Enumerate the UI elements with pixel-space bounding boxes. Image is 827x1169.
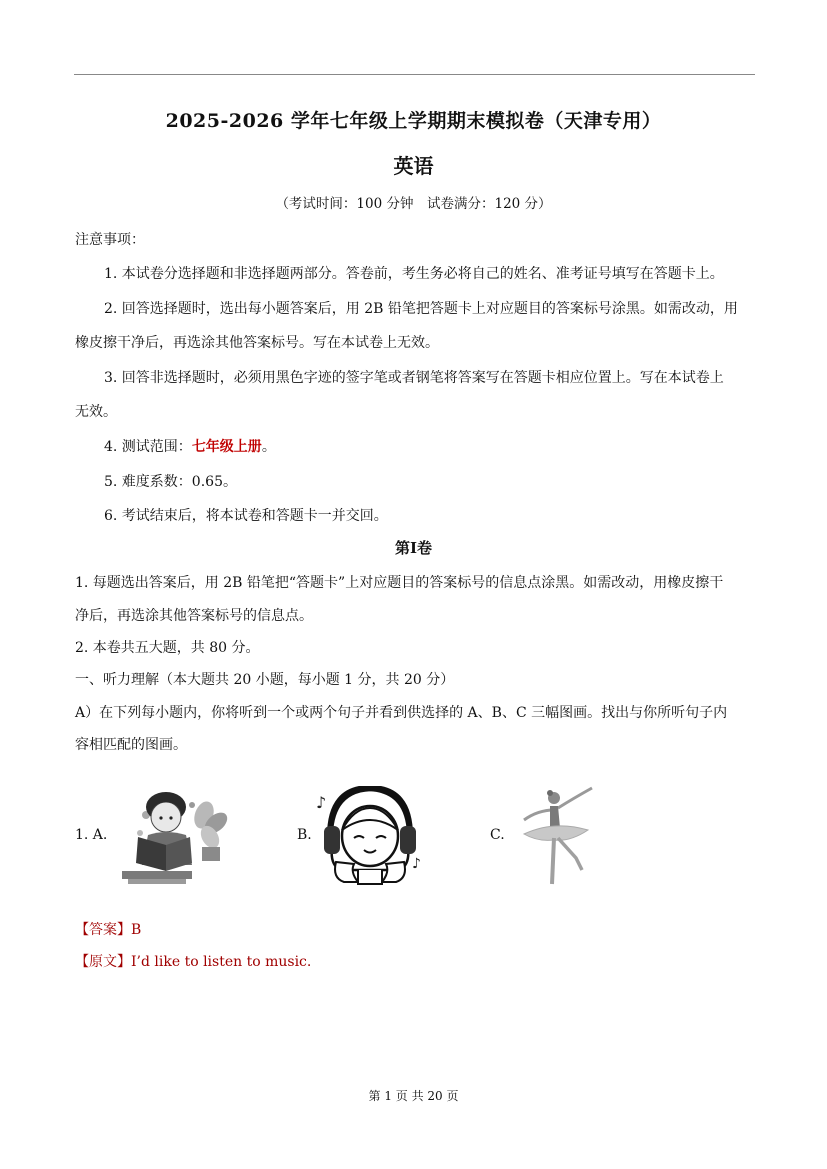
part-instruction-1-line1: 1. 每题选出答案后，用 2B 铅笔把“答题卡”上对应题目的答案标号的信息点涂黑。如需改动，用橡皮擦干 (75, 575, 724, 591)
note-item-6: 6. 考试结束后，将本试卷和答题卡一并交回。 (104, 508, 388, 524)
part-instruction-1-line2: 净后，再选涂其他答案标号的信息点。 (75, 608, 313, 624)
page-number: 第 1 页 共 20 页 (368, 1089, 459, 1103)
note-item-5: 5. 难度系数：0.65。 (104, 474, 237, 490)
option-a-reading-boy-image (118, 785, 240, 891)
note-item-2-line1: 2. 回答选择题时，选出每小题答案后，用 2B 铅笔把答题卡上对应题目的答案标号涂黑。如需改动，用 (104, 301, 738, 317)
transcript-value: I’d like to listen to music. (131, 954, 312, 970)
note-item-4-suffix: 。 (261, 439, 276, 455)
transcript-tag: 【原文】 (75, 954, 131, 970)
section-a-line2: 容相匹配的图画。 (75, 737, 187, 753)
section-title: 一、听力理解（本大题共 20 小题，每小题 1 分，共 20 分） (75, 672, 455, 688)
option-c-label: C. (490, 827, 505, 843)
note-item-3-line2: 无效。 (75, 404, 117, 420)
note-item-3-line1: 3. 回答非选择题时，必须用黑色字迹的签字笔或者钢笔将答案写在答题卡相应位置上。写在本试卷上 (104, 370, 724, 386)
part-instruction-2: 2. 本卷共五大题，共 80 分。 (75, 640, 260, 656)
subject-title: 英语 (393, 154, 434, 178)
option-c-ballet-dancer-image (518, 784, 604, 892)
answer-value: B (131, 922, 142, 938)
exam-info: （考试时间：100 分钟 试卷满分：120 分） (275, 196, 552, 212)
header-rule (74, 74, 755, 75)
answer-line (75, 919, 141, 939)
answer-tag: 【答案】 (75, 922, 131, 938)
note-item-4-prefix: 4. 测试范围： (104, 439, 192, 455)
exam-title: 2025-2026 学年七年级上学期期末模拟卷（天津专用） (165, 110, 662, 132)
svg-text:♪: ♪ (412, 856, 421, 872)
option-b-headphones-girl-image (314, 786, 426, 890)
notes-heading: 注意事项： (75, 232, 145, 248)
part-title: 第Ⅰ卷 (394, 539, 433, 557)
note-item-4 (104, 436, 276, 456)
svg-text:♪: ♪ (316, 793, 327, 812)
option-b-label: B. (297, 827, 312, 843)
note-item-4-scope: 七年级上册 (191, 439, 262, 455)
transcript-line (75, 951, 311, 971)
note-item-2-line2: 橡皮擦干净后，再选涂其他答案标号。写在本试卷上无效。 (75, 335, 439, 351)
note-item-1: 1. 本试卷分选择题和非选择题两部分。答卷前，考生务必将自己的姓名、准考证号填写在答题卡上。 (104, 266, 724, 282)
section-a-line1: A）在下列每小题内，你将听到一个或两个句子并看到供选择的 A、B、C 三幅图画。找出与你所听句子内 (75, 705, 728, 721)
option-a-label: 1. A. (75, 827, 108, 843)
